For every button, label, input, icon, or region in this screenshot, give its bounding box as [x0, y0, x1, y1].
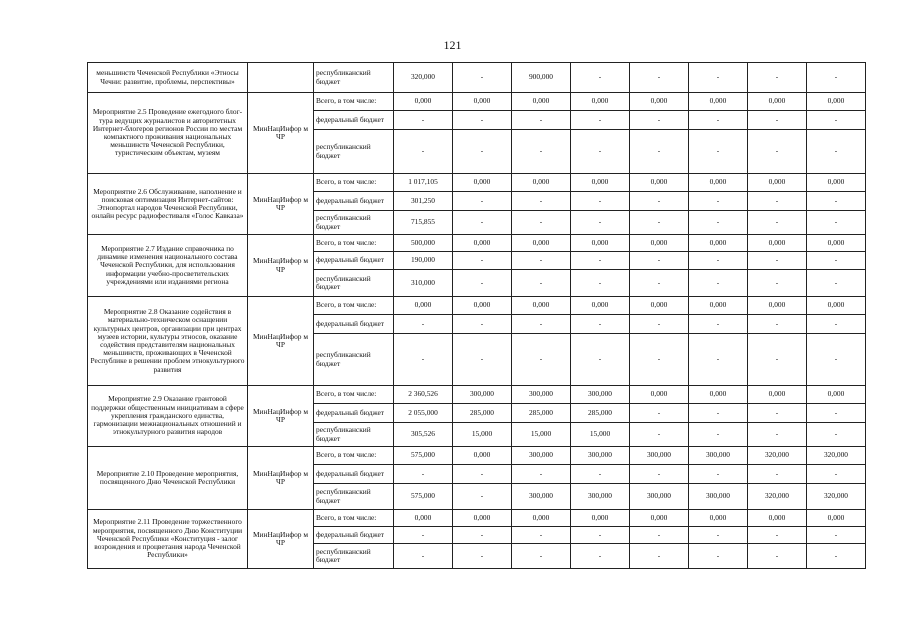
- amount-cell: 0,000: [807, 235, 866, 252]
- amount-cell: -: [571, 270, 630, 297]
- amount-cell: 0,000: [689, 297, 748, 315]
- amount-cell: 0,000: [512, 174, 571, 192]
- amount-cell: -: [512, 465, 571, 484]
- amount-cell: -: [689, 130, 748, 174]
- amount-cell: 300,000: [453, 386, 512, 404]
- amount-cell: -: [453, 315, 512, 334]
- amount-cell: -: [689, 111, 748, 130]
- amount-cell: 0,000: [512, 235, 571, 252]
- amount-cell: -: [807, 527, 866, 544]
- amount-cell: -: [512, 111, 571, 130]
- amount-cell: 0,000: [748, 235, 807, 252]
- amount-cell: -: [748, 252, 807, 270]
- funding-source-cell: республиканский бюджет: [314, 211, 394, 235]
- amount-cell: 190,000: [394, 252, 453, 270]
- amount-cell: -: [630, 544, 689, 569]
- amount-cell: 320,000: [807, 447, 866, 465]
- amount-cell: -: [630, 270, 689, 297]
- amount-cell: -: [748, 404, 807, 423]
- activity-name-cell: Мероприятие 2.11 Проведение торжественного мероприятия, посвященного Дню Конституции Чеченской Республики «Конституция - залог возрождения и процветания народа Чеченской Республики»: [88, 510, 248, 569]
- amount-cell: 285,000: [571, 404, 630, 423]
- table-row: [88, 93, 866, 111]
- funding-source-cell: Всего, в том числе:: [314, 174, 394, 192]
- amount-cell: 0,000: [394, 297, 453, 315]
- amount-cell: -: [748, 63, 807, 93]
- amount-cell: -: [512, 315, 571, 334]
- amount-cell: -: [689, 527, 748, 544]
- amount-cell: -: [689, 270, 748, 297]
- funding-source-cell: Всего, в том числе:: [314, 93, 394, 111]
- amount-cell: 0,000: [748, 510, 807, 527]
- funding-source-cell: федеральный бюджет: [314, 465, 394, 484]
- amount-cell: -: [394, 334, 453, 386]
- funding-source-cell: Всего, в том числе:: [314, 386, 394, 404]
- amount-cell: 300,000: [571, 386, 630, 404]
- amount-cell: 320,000: [748, 484, 807, 510]
- amount-cell: -: [630, 315, 689, 334]
- amount-cell: 0,000: [453, 510, 512, 527]
- amount-cell: -: [748, 527, 807, 544]
- amount-cell: 0,000: [689, 93, 748, 111]
- amount-cell: -: [571, 211, 630, 235]
- amount-cell: -: [689, 315, 748, 334]
- amount-cell: 575,000: [394, 447, 453, 465]
- amount-cell: -: [807, 423, 866, 447]
- amount-cell: -: [394, 111, 453, 130]
- amount-cell: -: [512, 252, 571, 270]
- amount-cell: -: [453, 130, 512, 174]
- funding-source-cell: республиканский бюджет: [314, 270, 394, 297]
- amount-cell: -: [689, 63, 748, 93]
- amount-cell: -: [571, 192, 630, 211]
- funding-source-cell: республиканский бюджет: [314, 484, 394, 510]
- amount-cell: 0,000: [512, 510, 571, 527]
- activity-name-cell: Мероприятие 2.6 Обслуживание, наполнение и поисковая оптимизация Интернет-сайтов: Этнопортал народов Чеченской Республики, онлайн ресурс радиофестиваля «Голос Кавказа»: [88, 174, 248, 235]
- funding-source-cell: Всего, в том числе:: [314, 235, 394, 252]
- funding-source-cell: республиканский бюджет: [314, 63, 394, 93]
- activity-name-cell: Мероприятие 2.8 Оказание содействия в материально-техническом оснащении культурных центров, организации при центрах музеев истории, культуры этносов, оказание содействия представителям национальных меньшинств, проживающих в Чеченской Республике в решении проблем этнокультурного развития: [88, 297, 248, 386]
- amount-cell: -: [807, 192, 866, 211]
- amount-cell: 575,000: [394, 484, 453, 510]
- amount-cell: -: [512, 334, 571, 386]
- amount-cell: -: [748, 130, 807, 174]
- amount-cell: -: [748, 544, 807, 569]
- amount-cell: -: [394, 527, 453, 544]
- table-row: [88, 297, 866, 315]
- executor-cell: [248, 63, 314, 93]
- amount-cell: -: [748, 465, 807, 484]
- amount-cell: -: [630, 192, 689, 211]
- amount-cell: -: [571, 252, 630, 270]
- amount-cell: 0,000: [630, 235, 689, 252]
- amount-cell: -: [748, 111, 807, 130]
- amount-cell: -: [453, 544, 512, 569]
- table-row: [88, 510, 866, 527]
- table-row: [88, 386, 866, 404]
- amount-cell: 0,000: [748, 297, 807, 315]
- amount-cell: 300,000: [630, 447, 689, 465]
- table-row: [88, 235, 866, 252]
- amount-cell: -: [630, 465, 689, 484]
- amount-cell: 0,000: [571, 174, 630, 192]
- budget-table: [87, 62, 866, 569]
- amount-cell: 900,000: [512, 63, 571, 93]
- amount-cell: 310,000: [394, 270, 453, 297]
- amount-cell: 300,000: [512, 386, 571, 404]
- amount-cell: -: [571, 544, 630, 569]
- amount-cell: -: [807, 315, 866, 334]
- amount-cell: 0,000: [571, 235, 630, 252]
- amount-cell: -: [689, 465, 748, 484]
- page-number: 121: [443, 38, 462, 52]
- amount-cell: -: [689, 423, 748, 447]
- amount-cell: 300,000: [571, 484, 630, 510]
- amount-cell: 0,000: [630, 93, 689, 111]
- amount-cell: -: [748, 334, 807, 386]
- amount-cell: 0,000: [571, 297, 630, 315]
- amount-cell: 285,000: [453, 404, 512, 423]
- amount-cell: -: [630, 423, 689, 447]
- amount-cell: 300,000: [512, 447, 571, 465]
- amount-cell: 0,000: [453, 447, 512, 465]
- amount-cell: 0,000: [689, 386, 748, 404]
- funding-source-cell: федеральный бюджет: [314, 192, 394, 211]
- amount-cell: 0,000: [689, 174, 748, 192]
- amount-cell: -: [807, 211, 866, 235]
- amount-cell: 0,000: [453, 297, 512, 315]
- amount-cell: 320,000: [394, 63, 453, 93]
- amount-cell: 0,000: [807, 386, 866, 404]
- amount-cell: -: [807, 404, 866, 423]
- amount-cell: 0,000: [453, 93, 512, 111]
- amount-cell: -: [394, 544, 453, 569]
- amount-cell: -: [807, 130, 866, 174]
- amount-cell: 0,000: [807, 297, 866, 315]
- funding-source-cell: федеральный бюджет: [314, 527, 394, 544]
- amount-cell: 0,000: [630, 297, 689, 315]
- table-row: [88, 447, 866, 465]
- amount-cell: -: [630, 404, 689, 423]
- amount-cell: -: [512, 192, 571, 211]
- amount-cell: 301,250: [394, 192, 453, 211]
- amount-cell: -: [571, 315, 630, 334]
- amount-cell: -: [512, 211, 571, 235]
- funding-source-cell: федеральный бюджет: [314, 404, 394, 423]
- amount-cell: -: [453, 211, 512, 235]
- amount-cell: 0,000: [689, 510, 748, 527]
- executor-cell: МинНацИнфор м ЧР: [248, 386, 314, 447]
- executor-cell: МинНацИнфор м ЧР: [248, 93, 314, 174]
- amount-cell: 0,000: [453, 174, 512, 192]
- amount-cell: -: [394, 130, 453, 174]
- amount-cell: 300,000: [689, 447, 748, 465]
- amount-cell: 300,000: [512, 484, 571, 510]
- amount-cell: -: [453, 334, 512, 386]
- amount-cell: 0,000: [807, 510, 866, 527]
- amount-cell: 0,000: [394, 93, 453, 111]
- amount-cell: 0,000: [453, 235, 512, 252]
- amount-cell: 0,000: [807, 174, 866, 192]
- amount-cell: -: [689, 211, 748, 235]
- amount-cell: -: [630, 63, 689, 93]
- executor-cell: МинНацИнфор м ЧР: [248, 447, 314, 510]
- executor-cell: МинНацИнфор м ЧР: [248, 510, 314, 569]
- funding-source-cell: Всего, в том числе:: [314, 510, 394, 527]
- amount-cell: 0,000: [748, 93, 807, 111]
- amount-cell: -: [512, 544, 571, 569]
- amount-cell: -: [689, 334, 748, 386]
- funding-source-cell: Всего, в том числе:: [314, 297, 394, 315]
- amount-cell: 320,000: [748, 447, 807, 465]
- amount-cell: 0,000: [394, 510, 453, 527]
- activity-name-cell: Мероприятие 2.7 Издание справочника по динамике изменения национального состава Чеченской Республики, для использования информации учебно-просветительских учреждениями или изданиями региона: [88, 235, 248, 297]
- funding-source-cell: республиканский бюджет: [314, 334, 394, 386]
- amount-cell: 0,000: [630, 386, 689, 404]
- amount-cell: -: [394, 465, 453, 484]
- amount-cell: -: [630, 130, 689, 174]
- amount-cell: 500,000: [394, 235, 453, 252]
- amount-cell: 15,000: [512, 423, 571, 447]
- amount-cell: 0,000: [512, 93, 571, 111]
- amount-cell: -: [453, 465, 512, 484]
- amount-cell: -: [689, 404, 748, 423]
- amount-cell: -: [748, 211, 807, 235]
- amount-cell: -: [453, 484, 512, 510]
- funding-source-cell: республиканский бюджет: [314, 544, 394, 569]
- amount-cell: 285,000: [512, 404, 571, 423]
- amount-cell: -: [807, 465, 866, 484]
- executor-cell: МинНацИнфор м ЧР: [248, 174, 314, 235]
- amount-cell: 305,526: [394, 423, 453, 447]
- amount-cell: -: [630, 211, 689, 235]
- amount-cell: 300,000: [689, 484, 748, 510]
- amount-cell: -: [571, 130, 630, 174]
- amount-cell: -: [571, 334, 630, 386]
- amount-cell: 0,000: [807, 93, 866, 111]
- funding-source-cell: федеральный бюджет: [314, 315, 394, 334]
- amount-cell: -: [571, 111, 630, 130]
- amount-cell: -: [689, 252, 748, 270]
- amount-cell: -: [512, 130, 571, 174]
- funding-source-cell: Всего, в том числе:: [314, 447, 394, 465]
- amount-cell: -: [394, 315, 453, 334]
- executor-cell: МинНацИнфор м ЧР: [248, 297, 314, 386]
- amount-cell: 715,855: [394, 211, 453, 235]
- amount-cell: -: [453, 63, 512, 93]
- table-row: [88, 174, 866, 192]
- amount-cell: -: [571, 465, 630, 484]
- amount-cell: -: [689, 544, 748, 569]
- amount-cell: -: [748, 315, 807, 334]
- amount-cell: -: [630, 527, 689, 544]
- amount-cell: 15,000: [571, 423, 630, 447]
- amount-cell: -: [689, 192, 748, 211]
- amount-cell: -: [630, 252, 689, 270]
- amount-cell: 0,000: [630, 174, 689, 192]
- amount-cell: 300,000: [630, 484, 689, 510]
- amount-cell: -: [453, 111, 512, 130]
- amount-cell: -: [453, 270, 512, 297]
- amount-cell: 15,000: [453, 423, 512, 447]
- amount-cell: -: [807, 63, 866, 93]
- funding-source-cell: федеральный бюджет: [314, 111, 394, 130]
- amount-cell: 0,000: [630, 510, 689, 527]
- amount-cell: 2 360,526: [394, 386, 453, 404]
- amount-cell: -: [807, 252, 866, 270]
- funding-source-cell: федеральный бюджет: [314, 252, 394, 270]
- amount-cell: 1 017,105: [394, 174, 453, 192]
- funding-source-cell: республиканский бюджет: [314, 130, 394, 174]
- amount-cell: 320,000: [807, 484, 866, 510]
- amount-cell: -: [748, 270, 807, 297]
- amount-cell: -: [807, 334, 866, 386]
- activity-name-cell: Мероприятие 2.10 Проведение мероприятия, посвященного Дню Чеченской Республики: [88, 447, 248, 510]
- amount-cell: 0,000: [748, 386, 807, 404]
- amount-cell: -: [453, 192, 512, 211]
- activity-name-cell: Мероприятие 2.5 Проведение ежегодного блог-тура ведущих журналистов и авторитетных Интернет-блогеров регионов России по местам компактного проживания национальных меньшинств Чеченской Республики, туристическим объектам, музеям: [88, 93, 248, 174]
- executor-cell: МинНацИнфор м ЧР: [248, 235, 314, 297]
- amount-cell: -: [748, 192, 807, 211]
- amount-cell: 0,000: [571, 93, 630, 111]
- amount-cell: -: [512, 270, 571, 297]
- funding-source-cell: республиканский бюджет: [314, 423, 394, 447]
- amount-cell: 0,000: [512, 297, 571, 315]
- amount-cell: 0,000: [571, 510, 630, 527]
- activity-name-cell: меньшинств Чеченской Республики «Этносы Чечни: развитие, проблемы, перспективы»: [88, 63, 248, 93]
- amount-cell: -: [748, 423, 807, 447]
- amount-cell: 2 055,000: [394, 404, 453, 423]
- amount-cell: 0,000: [748, 174, 807, 192]
- amount-cell: -: [512, 527, 571, 544]
- amount-cell: -: [807, 111, 866, 130]
- amount-cell: -: [453, 527, 512, 544]
- amount-cell: -: [807, 544, 866, 569]
- activity-name-cell: Мероприятие 2.9 Оказание грантовой поддержки общественным инициативам в сфере укрепления гражданского единства, гармонизации межнациональных отношений и этнокультурного развития народов: [88, 386, 248, 447]
- table-row: [88, 63, 866, 93]
- amount-cell: 300,000: [571, 447, 630, 465]
- amount-cell: -: [571, 527, 630, 544]
- amount-cell: -: [630, 334, 689, 386]
- amount-cell: -: [571, 63, 630, 93]
- amount-cell: -: [807, 270, 866, 297]
- amount-cell: 0,000: [689, 235, 748, 252]
- amount-cell: -: [453, 252, 512, 270]
- amount-cell: -: [630, 111, 689, 130]
